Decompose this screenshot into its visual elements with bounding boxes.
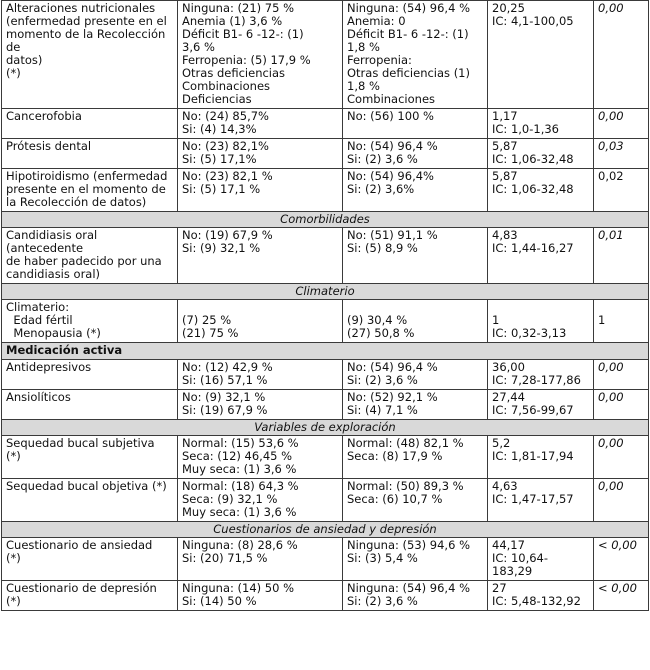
- variable-cell-line: de haber padecido por una: [6, 254, 162, 268]
- p-value: 1: [598, 313, 606, 327]
- group2-cell-line: Si: (2) 3,6%: [347, 182, 415, 196]
- group1-cell: [178, 538, 343, 581]
- p-value: 0,00: [598, 109, 624, 123]
- group2-cell-line: Ferropenia:: [347, 53, 412, 67]
- group1-cell-line: Si: (5) 17,1 %: [182, 182, 261, 196]
- odds-ratio-cell: [488, 1, 594, 109]
- table-row: [2, 228, 649, 284]
- odds-ratio-cell-line: 5,87: [492, 139, 518, 153]
- p-value: 0,00: [598, 360, 624, 374]
- variable-cell-line: Hipotiroidismo (enfermedad: [6, 169, 168, 183]
- group2-cell-line: No: (52) 92,1 %: [347, 390, 438, 404]
- odds-ratio-cell-line: 5,2: [492, 436, 511, 450]
- p-value: 0,00: [598, 479, 624, 493]
- variable-cell-line: Ansiolíticos: [6, 390, 71, 404]
- group2-cell-line: Si: (4) 7,1 %: [347, 403, 418, 417]
- p-value-cell: [594, 300, 649, 343]
- group2-cell-line: No: (54) 96,4 %: [347, 360, 438, 374]
- odds-ratio-cell-line: 1: [492, 313, 500, 327]
- p-value-cell: [594, 169, 649, 212]
- p-value-cell: [594, 360, 649, 390]
- variable-cell: [2, 479, 178, 522]
- group1-cell: [178, 228, 343, 284]
- odds-ratio-cell-line: IC: 7,56-99,67: [492, 403, 574, 417]
- group1-cell-line: Normal: (15) 53,6 %: [182, 436, 299, 450]
- group1-cell-line: Anemia (1) 3,6 %: [182, 14, 283, 28]
- variable-cell-line: momento de la Recolección de: [6, 27, 169, 54]
- group1-cell-line: (7) 25 %: [182, 313, 232, 327]
- table-row: [2, 109, 649, 139]
- variable-cell-line: la Recolección de datos): [6, 195, 147, 209]
- section-header-row: [2, 522, 649, 538]
- variable-cell: [2, 360, 178, 390]
- p-value-cell: [594, 390, 649, 420]
- group1-cell-line: Ninguna: (8) 28,6 %: [182, 538, 298, 552]
- group2-cell: [343, 581, 488, 611]
- group2-cell: [343, 169, 488, 212]
- p-value-cell: [594, 1, 649, 109]
- section-header: Comorbilidades: [2, 212, 649, 228]
- odds-ratio-cell-line: [492, 301, 590, 314]
- group2-cell: [343, 228, 488, 284]
- group2-cell: [343, 109, 488, 139]
- odds-ratio-cell-line: IC: 1,06-32,48: [492, 152, 574, 166]
- table-row: [2, 538, 649, 581]
- odds-ratio-cell: [488, 538, 594, 581]
- odds-ratio-cell-line: IC: 7,28-177,86: [492, 373, 581, 387]
- variable-cell-line: Cuestionario de depresión: [6, 581, 157, 595]
- p-value-cell: [594, 479, 649, 522]
- group2-cell-line: Si: (2) 3,6 %: [347, 373, 418, 387]
- group2-cell-line: Ninguna: (54) 96,4 %: [347, 1, 470, 15]
- group2-cell-line: Seca: (6) 10,7 %: [347, 492, 443, 506]
- variable-cell-line: Alteraciones nutricionales: [6, 1, 156, 15]
- group2-cell-line: Ninguna: (54) 96,4 %: [347, 581, 470, 595]
- group1-cell-line: 3,6 %: [182, 40, 215, 54]
- variable-cell-line: Edad fértil: [6, 313, 73, 327]
- variable-cell: [2, 581, 178, 611]
- variable-cell-line: (enfermedad presente en el: [6, 14, 167, 28]
- group2-cell-line: Si: (2) 3,6 %: [347, 152, 418, 166]
- odds-ratio-cell-line: 4,83: [492, 228, 518, 242]
- odds-ratio-cell-line: 27: [492, 581, 507, 595]
- odds-ratio-cell-line: IC: 1,06-32,48: [492, 182, 574, 196]
- group2-cell: [343, 390, 488, 420]
- group1-cell: [178, 390, 343, 420]
- variable-cell: [2, 436, 178, 479]
- group1-cell: [178, 109, 343, 139]
- odds-ratio-cell-line: IC: 1,44-16,27: [492, 241, 574, 255]
- p-value-cell: [594, 581, 649, 611]
- variable-cell: [2, 109, 178, 139]
- odds-ratio-cell: [488, 436, 594, 479]
- group2-cell: [343, 538, 488, 581]
- group1-cell-line: Ninguna: (21) 75 %: [182, 1, 295, 15]
- group2-cell: [343, 479, 488, 522]
- odds-ratio-cell-line: IC: 1,81-17,94: [492, 449, 574, 463]
- variable-cell-line: (*): [6, 594, 21, 608]
- group2-cell: [343, 139, 488, 169]
- group1-cell-line: Muy seca: (1) 3,6 %: [182, 505, 297, 519]
- group2-cell: [343, 360, 488, 390]
- group2-cell-line: 1,8 %: [347, 40, 380, 54]
- odds-ratio-cell-line: 20,25: [492, 1, 525, 15]
- group1-cell-line: Si: (5) 17,1%: [182, 152, 257, 166]
- group2-cell-line: Si: (5) 8,9 %: [347, 241, 418, 255]
- group2-cell-line: Si: (2) 3,6 %: [347, 594, 418, 608]
- variable-cell: [2, 228, 178, 284]
- p-value: 0,00: [598, 390, 624, 404]
- group2-cell-line: No: (56) 100 %: [347, 109, 434, 123]
- variable-cell-line: Climaterio:: [6, 300, 70, 314]
- section-header: Variables de exploración: [2, 420, 649, 436]
- group2-cell-line: (27) 50,8 %: [347, 326, 415, 340]
- group1-cell-line: No: (24) 85,7%: [182, 109, 269, 123]
- odds-ratio-cell: [488, 109, 594, 139]
- variable-cell-line: datos): [6, 53, 43, 67]
- group1-cell-line: Si: (4) 14,3%: [182, 122, 257, 136]
- group2-cell-line: Normal: (48) 82,1 %: [347, 436, 464, 450]
- p-value: 0,00: [598, 1, 624, 15]
- table-row: [2, 1, 649, 109]
- odds-ratio-cell-line: 1,17: [492, 109, 518, 123]
- group2-cell-line: 1,8 %: [347, 79, 380, 93]
- section-header: Climaterio: [2, 284, 649, 300]
- group1-cell: [178, 581, 343, 611]
- p-value-cell: [594, 109, 649, 139]
- p-value: < 0,00: [598, 581, 637, 595]
- group2-cell-line: Anemia: 0: [347, 14, 406, 28]
- odds-ratio-cell-line: IC: 1,47-17,57: [492, 492, 574, 506]
- variable-cell-line: Sequedad bucal objetiva (*): [6, 479, 167, 493]
- p-value: 0,02: [598, 169, 624, 183]
- variable-cell: [2, 538, 178, 581]
- odds-ratio-cell: [488, 139, 594, 169]
- variable-cell: [2, 169, 178, 212]
- group1-cell-line: Combinaciones: [182, 79, 271, 93]
- group1-cell-line: Si: (20) 71,5 %: [182, 551, 268, 565]
- group2-cell: [343, 1, 488, 109]
- section-header-row: [2, 284, 649, 300]
- group1-cell-line: Ferropenia: (5) 17,9 %: [182, 53, 311, 67]
- group2-cell-line: Ninguna: (53) 94,6 %: [347, 538, 470, 552]
- variable-cell-line: Sequedad bucal subjetiva: [6, 436, 155, 450]
- odds-ratio-cell-line: 183,29: [492, 564, 533, 578]
- results-table-body: [2, 1, 649, 611]
- variable-cell: [2, 390, 178, 420]
- table-row: [2, 300, 649, 343]
- group1-cell-line: Si: (9) 32,1 %: [182, 241, 261, 255]
- group1-cell-line: Normal: (18) 64,3 %: [182, 479, 299, 493]
- table-row: [2, 360, 649, 390]
- group2-cell-line: Otras deficiencias (1): [347, 66, 470, 80]
- section-header-row: [2, 420, 649, 436]
- group2-cell-line: Si: (3) 5,4 %: [347, 551, 418, 565]
- group1-cell-line: Otras deficiencias: [182, 66, 286, 80]
- section-header-row: [2, 212, 649, 228]
- variable-cell-line: Prótesis dental: [6, 139, 92, 153]
- group1-cell-line: No: (12) 42,9 %: [182, 360, 273, 374]
- group1-cell: [178, 139, 343, 169]
- variable-cell: [2, 1, 178, 109]
- group1-cell: [178, 300, 343, 343]
- odds-ratio-cell-line: 5,87: [492, 169, 518, 183]
- group1-cell-line: Déficit B1- 6 -12-: (1): [182, 27, 304, 41]
- group1-cell-line: Si: (19) 67,9 %: [182, 403, 268, 417]
- table-row: [2, 169, 649, 212]
- group1-cell-line: Deficiencias: [182, 92, 252, 106]
- odds-ratio-cell-line: IC: 4,1-100,05: [492, 14, 574, 28]
- odds-ratio-cell-line: 27,44: [492, 390, 525, 404]
- odds-ratio-cell-line: 4,63: [492, 479, 518, 493]
- variable-cell-line: (*): [6, 66, 21, 80]
- odds-ratio-cell-line: IC: 0,32-3,13: [492, 326, 567, 340]
- odds-ratio-cell: [488, 300, 594, 343]
- group-header: Medicación activa: [2, 343, 649, 360]
- odds-ratio-cell: [488, 581, 594, 611]
- group1-cell-line: Seca: (12) 46,45 %: [182, 449, 293, 463]
- group1-cell-line: No: (23) 82,1%: [182, 139, 269, 153]
- section-header: Cuestionarios de ansiedad y depresión: [2, 522, 649, 538]
- table-row: [2, 139, 649, 169]
- table-row: [2, 436, 649, 479]
- odds-ratio-cell: [488, 479, 594, 522]
- odds-ratio-cell: [488, 169, 594, 212]
- group2-cell-line: Déficit B1- 6 -12-: (1): [347, 27, 469, 41]
- p-value-cell: [594, 139, 649, 169]
- odds-ratio-cell-line: IC: 10,64-: [492, 551, 549, 565]
- p-value-cell: [594, 228, 649, 284]
- group1-cell: [178, 169, 343, 212]
- group1-cell-line: No: (19) 67,9 %: [182, 228, 273, 242]
- group2-cell: [343, 300, 488, 343]
- variable-cell: [2, 300, 178, 343]
- group2-cell-line: (9) 30,4 %: [347, 313, 408, 327]
- group1-cell: [178, 436, 343, 479]
- variable-cell-line: presente en el momento de: [6, 182, 166, 196]
- results-table: [1, 0, 649, 611]
- variable-cell-line: (*): [6, 449, 21, 463]
- variable-cell-line: Candidiasis oral (antecedente: [6, 228, 101, 255]
- variable-cell-line: Antidepresivos: [6, 360, 92, 374]
- variable-cell-line: Cuestionario de ansiedad: [6, 538, 153, 552]
- odds-ratio-cell-line: IC: 5,48-132,92: [492, 594, 581, 608]
- odds-ratio-cell-line: IC: 1,0-1,36: [492, 122, 559, 136]
- p-value: 0,01: [598, 228, 624, 242]
- p-value-cell: [594, 538, 649, 581]
- group1-cell: [178, 360, 343, 390]
- odds-ratio-cell: [488, 360, 594, 390]
- variable-cell-line: Cancerofobia: [6, 109, 82, 123]
- p-value: 0,03: [598, 139, 624, 153]
- variable-cell-line: candidiasis oral): [6, 267, 101, 281]
- group2-cell-line: No: (54) 96,4 %: [347, 139, 438, 153]
- group1-cell-line: Ninguna: (14) 50 %: [182, 581, 295, 595]
- p-value-cell: [594, 436, 649, 479]
- variable-cell-line: Menopausia (*): [6, 326, 101, 340]
- odds-ratio-cell: [488, 390, 594, 420]
- group2-cell-line: Normal: (50) 89,3 %: [347, 479, 464, 493]
- group1-cell-line: Muy seca: (1) 3,6 %: [182, 462, 297, 476]
- odds-ratio-cell: [488, 228, 594, 284]
- group1-cell: [178, 479, 343, 522]
- group2-cell-line: No: (51) 91,1 %: [347, 228, 438, 242]
- group2-cell: [343, 436, 488, 479]
- group2-cell-line: No: (54) 96,4%: [347, 169, 434, 183]
- group-header-row: [2, 343, 649, 360]
- group1-cell-line: Seca: (9) 32,1 %: [182, 492, 278, 506]
- table-row: [2, 390, 649, 420]
- group1-cell-line: Si: (16) 57,1 %: [182, 373, 268, 387]
- odds-ratio-cell-line: 36,00: [492, 360, 525, 374]
- p-value: 0,00: [598, 436, 624, 450]
- table-row: [2, 581, 649, 611]
- variable-cell-line: (*): [6, 551, 21, 565]
- table-row: [2, 479, 649, 522]
- variable-cell: [2, 139, 178, 169]
- group1-cell-line: Si: (14) 50 %: [182, 594, 257, 608]
- group2-cell-line: Seca: (8) 17,9 %: [347, 449, 443, 463]
- group1-cell-line: No: (23) 82,1 %: [182, 169, 273, 183]
- group2-cell-line: Combinaciones: [347, 92, 436, 106]
- group1-cell-line: (21) 75 %: [182, 326, 239, 340]
- group1-cell-line: No: (9) 32,1 %: [182, 390, 266, 404]
- p-value: < 0,00: [598, 538, 637, 552]
- odds-ratio-cell-line: 44,17: [492, 538, 525, 552]
- group1-cell: [178, 1, 343, 109]
